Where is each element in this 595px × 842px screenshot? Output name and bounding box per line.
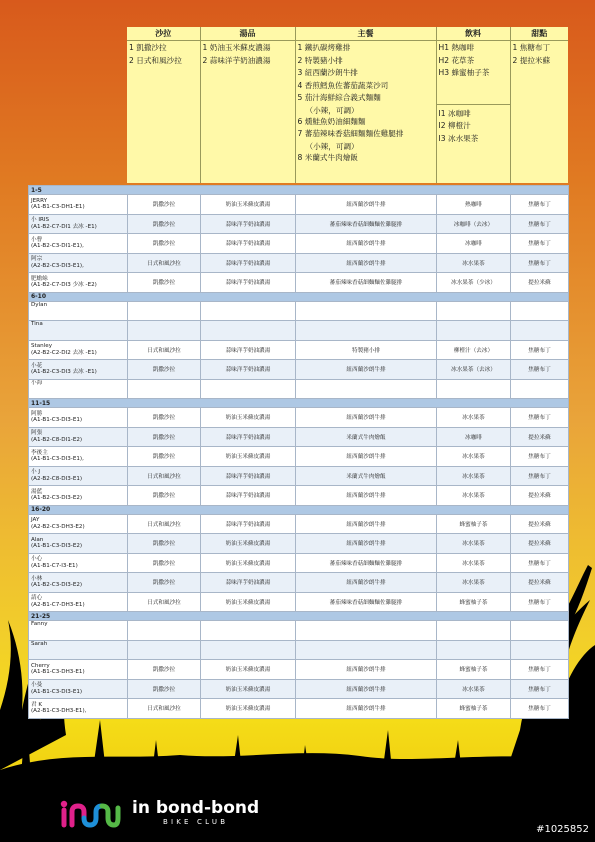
salad-cell: 日式和風沙拉 [128,514,201,534]
member-cell [29,379,128,399]
main-cell: 米蘭式牛肉燴飯 [296,466,437,486]
order-code: (A1-B1-C3-DI3-E1) [31,688,83,695]
main-cell: 蕃茄辣味香菇細麵麵佐雞腿排 [296,553,437,573]
salad-cell: 凱撒沙拉 [128,660,201,680]
menu-item: 1 鐵扒碳烤雞排 [297,43,351,52]
member-name: 小花 [31,362,43,369]
member-name: 阿宗 [31,256,43,263]
salad-cell [128,379,201,399]
member-cell [29,195,128,215]
soup-cell: 蒜味洋芋奶油濃湯 [201,214,296,234]
soup-cell: 奶油玉米蘇皮濃湯 [201,408,296,428]
order-row [29,573,569,593]
main-cell: 紐西蘭沙朗牛排 [296,195,437,215]
order-code: (A2-B1-C7-DH3-E1) [31,601,85,608]
member-cell [29,486,128,506]
group-label: 21-25 [29,612,569,621]
order-code: (A1-B2-C7-DI3 少冰 -E2) [31,282,97,289]
dessert-cell: 提拉米蘇 [511,514,569,534]
member-cell [29,699,128,719]
group-label: 16-20 [29,505,569,514]
dessert-cell: 焦糖布丁 [511,360,569,380]
soup-cell [201,379,296,399]
order-code: (A2-B1-C3-DH3-E1), [31,708,87,715]
main-cell [296,379,437,399]
member-cell [29,466,128,486]
main-cell: 紐西蘭沙朗牛排 [296,486,437,506]
order-code: (A2-B2-C2-DI2 去冰 -E1) [31,349,97,356]
dessert-cell: 焦糖布丁 [511,660,569,680]
group-header-row [29,505,569,514]
dessert-cell: 焦糖布丁 [511,466,569,486]
dessert-cell: 提拉米蘇 [511,573,569,593]
main-cell: 紐西蘭沙朗牛排 [296,534,437,554]
order-code: (A2-B2-C3-DI3-E1), [31,262,84,269]
dessert-cell [511,621,569,641]
main-cell: 紐西蘭沙朗牛排 [296,234,437,254]
orders-table [28,185,569,719]
main-cell: 紐西蘭沙朗牛排 [296,360,437,380]
salad-cell: 凱撒沙拉 [128,427,201,447]
soup-cell: 奶油玉米蘇皮濃湯 [201,679,296,699]
member-cell [29,408,128,428]
order-row [29,340,569,360]
drink-cell: 冰水果茶（少冰） [437,273,511,293]
menu-header-soup: 湯品 [200,27,295,41]
member-cell [29,214,128,234]
drink-cell: 熱咖啡 [437,195,511,215]
drink-cell: 冰水果茶 [437,408,511,428]
drink-cell: 蜂蜜柚子茶 [437,660,511,680]
order-row [29,253,569,273]
salad-cell: 日式和風沙拉 [128,699,201,719]
salad-cell: 凱撒沙拉 [128,679,201,699]
salad-cell: 凱撒沙拉 [128,573,201,593]
order-row [29,321,569,341]
member-name: 小心 [31,556,43,563]
order-code: (A1-B2-C3-DI3-E2) [31,495,83,502]
main-cell [296,640,437,660]
dessert-cell: 焦糖布丁 [511,699,569,719]
main-cell: 米蘭式牛肉燴飯 [296,427,437,447]
drink-cell: 冰水果茶 [437,253,511,273]
member-cell [29,592,128,612]
member-cell [29,573,128,593]
member-name: 小 J [31,469,41,476]
menu-item: 3 紐西蘭沙朗牛排 [297,68,358,77]
drink-cell: 冰咖啡 [437,234,511,254]
order-code: (A1-B2-C3-DI1-E1), [31,243,84,250]
order-code: (A1-B1-C3-DI3-E2) [31,543,83,550]
drink-cell: 冰水果茶 [437,486,511,506]
member-name: Dylan [31,301,48,308]
menu-item: 6 燻鮭魚奶油細麵麵 [297,116,366,126]
order-code: (A1-B1-C7-I3-E1) [31,562,78,569]
drink-cell [437,621,511,641]
menu-item-note: （小辣，可調） [305,105,359,115]
drink-cell: 冰水果茶 [437,553,511,573]
member-cell [29,553,128,573]
member-name: 小曼 [31,682,43,689]
member-cell [29,301,128,321]
brand-subtitle: BIKE CLUB [162,818,229,826]
group-header-row [29,186,569,195]
drink-cell: 蜂蜜柚子茶 [437,699,511,719]
drink-cell [437,301,511,321]
menu-item: 1 奶油玉米蘇皮濃湯 [202,43,271,52]
member-name: JAY [31,517,40,524]
member-name: Alan [31,536,44,543]
main-cell: 紐西蘭沙朗牛排 [296,253,437,273]
soup-cell: 蒜味洋芋奶油濃湯 [201,273,296,293]
salad-cell: 日式和風沙拉 [128,466,201,486]
order-code: (A2-B2-C8-DI3-E1) [31,475,83,482]
soup-cell: 蒜味洋芋奶油濃湯 [201,486,296,506]
drink-cell: 冰水果茶 [437,679,511,699]
member-name: Stanley [31,343,53,350]
soup-cell: 蒜味洋芋奶油濃湯 [201,427,296,447]
drink-cell [437,640,511,660]
order-row [29,466,569,486]
order-row [29,679,569,699]
member-name: Cherry [31,662,50,669]
member-name: 小 IRIS [31,217,50,224]
group-header-row [29,399,569,408]
soup-cell: 奶油玉米蘇皮濃湯 [201,699,296,719]
salad-cell: 日式和風沙拉 [128,340,201,360]
soup-cell: 蒜味洋芋奶油濃湯 [201,573,296,593]
main-cell: 特製豬小排 [296,340,437,360]
order-code: (A1-B2-C3-DI3-E2) [31,582,83,589]
member-cell [29,534,128,554]
order-row [29,592,569,612]
member-cell [29,447,128,467]
salad-cell: 凱撒沙拉 [128,273,201,293]
menu-item: I3 冰水果茶 [438,133,479,143]
salad-cell: 凱撒沙拉 [128,486,201,506]
salad-cell: 日式和風沙拉 [128,592,201,612]
dessert-cell: 提拉米蘇 [511,427,569,447]
drink-cell: 冰水果茶 [437,534,511,554]
order-row [29,621,569,641]
dessert-cell: 焦糖布丁 [511,553,569,573]
menu-item: H1 熱咖啡 [438,43,475,52]
order-code: (A1-B1-C3-DI3-E1), [31,456,84,463]
member-cell [29,360,128,380]
dessert-cell [511,301,569,321]
main-cell: 紐西蘭沙朗牛排 [296,660,437,680]
group-label: 11-15 [29,399,569,408]
main-cell [296,301,437,321]
dessert-cell: 焦糖布丁 [511,234,569,254]
member-name: 請心 [31,595,43,602]
member-name: 阿張 [31,430,43,437]
order-code: (A2-B2-C3-DH3-E2) [31,523,85,530]
group-label: 6-10 [29,292,569,301]
bond-bond-logo-icon [60,798,122,828]
soup-cell: 奶油玉米蘇皮濃湯 [201,592,296,612]
member-name: 小林 [31,575,43,582]
drink-cell: 冰咖啡（去冰） [437,214,511,234]
salad-cell: 凱撒沙拉 [128,553,201,573]
drink-cell [437,379,511,399]
order-code: (A1-B1-C3-DI3-E1) [31,417,83,424]
menu-col-dessert [510,41,568,184]
salad-cell: 凱撒沙拉 [128,408,201,428]
salad-cell: 凱撒沙拉 [128,234,201,254]
soup-cell: 蒜味洋芋奶油濃湯 [201,340,296,360]
salad-cell: 凱撒沙拉 [128,214,201,234]
group-header-row [29,292,569,301]
dessert-cell: 提拉米蘇 [511,534,569,554]
member-name: 小海 [31,379,43,386]
order-row [29,214,569,234]
order-row [29,447,569,467]
drink-cell: 柳橙汁（去冰） [437,340,511,360]
soup-cell: 蒜味洋芋奶油濃湯 [201,253,296,273]
member-name: 君 K [31,701,43,708]
menu-item: 1 凱撒沙拉 [129,43,167,52]
order-row [29,301,569,321]
order-row [29,408,569,428]
menu-col-soup [200,41,295,184]
member-cell [29,253,128,273]
soup-cell: 蒜味洋芋奶油濃湯 [201,360,296,380]
member-name: Sarah [31,640,48,647]
main-cell: 蕃茄辣味香菇細麵麵佐雞腿排 [296,214,437,234]
soup-cell [201,621,296,641]
order-row [29,660,569,680]
member-name: Fanny [31,621,48,627]
menu-item-note: （小辣，可調） [305,141,359,151]
menu-col-drinks [436,41,510,184]
member-name: 小曹 [31,236,43,243]
salad-cell: 凱撒沙拉 [128,360,201,380]
main-cell [296,321,437,341]
dessert-cell: 提拉米蘇 [511,486,569,506]
soup-cell: 蒜味洋芋奶油濃湯 [201,466,296,486]
main-cell: 紐西蘭沙朗牛排 [296,573,437,593]
menu-item: H3 蜂蜜柚子茶 [438,68,490,77]
order-code: (A1-B1-C3-DH3-E1) [31,669,85,676]
main-cell: 紐西蘭沙朗牛排 [296,514,437,534]
order-row [29,486,569,506]
drink-cell [437,321,511,341]
main-cell: 紐西蘭沙朗牛排 [296,408,437,428]
main-cell: 紐西蘭沙朗牛排 [296,679,437,699]
menu-item: H2 花草茶 [438,55,475,65]
dessert-cell: 焦糖布丁 [511,195,569,215]
menu-item: 2 特製豬小排 [297,55,343,65]
dessert-cell: 焦糖布丁 [511,447,569,467]
member-cell [29,621,128,641]
member-cell [29,427,128,447]
member-cell [29,321,128,341]
soup-cell: 奶油玉米蘇皮濃湯 [201,447,296,467]
order-row [29,514,569,534]
menu-item: 2 提拉米蘇 [512,55,551,65]
order-row [29,699,569,719]
menu-table [127,27,568,183]
soup-cell: 蒜味洋芋奶油濃湯 [201,234,296,254]
salad-cell [128,321,201,341]
menu-item: 2 蒜味洋芋奶油濃湯 [202,55,271,65]
menu-item: 1 焦糖布丁 [512,43,551,52]
salad-cell: 凱撒沙拉 [128,195,201,215]
dessert-cell: 焦糖布丁 [511,340,569,360]
menu-col-main [295,41,436,184]
salad-cell: 凱撒沙拉 [128,447,201,467]
menu-header-main: 主餐 [295,27,436,41]
dessert-cell: 焦糖布丁 [511,408,569,428]
soup-cell: 奶油玉米蘇皮濃湯 [201,195,296,215]
salad-cell: 凱撒沙拉 [128,534,201,554]
order-row [29,234,569,254]
drink-cell: 冰水果茶（去冰） [437,360,511,380]
soup-cell: 奶油玉米蘇皮濃湯 [201,534,296,554]
order-row [29,379,569,399]
drink-cell: 冰水果茶 [437,466,511,486]
menu-header-salad: 沙拉 [127,27,200,41]
member-name: JERRY [31,197,48,204]
menu-item: I1 冰咖啡 [438,108,471,118]
order-row [29,553,569,573]
dessert-cell: 焦糖布丁 [511,592,569,612]
member-cell [29,640,128,660]
group-label: 1-5 [29,186,569,195]
group-header-row [29,612,569,621]
menu-header-drinks: 飲料 [436,27,510,41]
order-code: (A1-B2-C3-DI3 去冰 -E1) [31,369,97,376]
soup-cell: 奶油玉米蘇皮濃湯 [201,660,296,680]
member-cell [29,340,128,360]
member-name: Tina [31,321,43,327]
order-code: (A1-B1-C3-DH1-E1) [31,204,85,211]
menu-item: I2 柳橙汁 [438,121,471,130]
order-row [29,273,569,293]
salad-cell [128,621,201,641]
salad-cell [128,301,201,321]
menu-header-dessert: 甜點 [510,27,568,41]
dessert-cell: 焦糖布丁 [511,253,569,273]
member-name: 阿勝 [31,410,43,417]
soup-cell: 奶油玉米蘇皮濃湯 [201,553,296,573]
order-row [29,427,569,447]
menu-item: 7 蕃茄辣味香菇細麵麵佐雞腿排 [297,129,404,138]
soup-cell [201,301,296,321]
main-cell [296,621,437,641]
member-name: 李後主 [31,449,48,456]
club-logo [60,798,259,828]
brand-name: in bond-bond [132,798,260,818]
drink-cell: 冰水果茶 [437,573,511,593]
order-code: (A1-B2-C7-DI1 去冰 -E1) [31,223,97,230]
order-row [29,360,569,380]
menu-item: 8 米蘭式牛肉燴飯 [297,152,358,162]
dessert-cell [511,321,569,341]
member-cell [29,234,128,254]
main-cell: 紐西蘭沙朗牛排 [296,447,437,467]
order-row [29,195,569,215]
soup-cell: 蒜味洋芋奶油濃湯 [201,514,296,534]
main-cell: 蕃茄辣味香菇細麵麵佐雞腿排 [296,273,437,293]
dessert-cell [511,379,569,399]
menu-col-salad [127,41,200,184]
soup-cell [201,321,296,341]
menu-item: 5 茄汁海鮮綜合義式麵麵 [297,93,381,102]
main-cell: 蕃茄辣味香菇細麵麵佐雞腿排 [296,592,437,612]
drink-cell: 蜂蜜柚子茶 [437,514,511,534]
dessert-cell: 焦糖布丁 [511,679,569,699]
menu-item: 4 香煎鱈魚佐蕃茄蔬菜沙司 [297,80,389,90]
soup-cell [201,640,296,660]
member-cell [29,660,128,680]
member-cell [29,679,128,699]
member-cell [29,514,128,534]
order-row [29,534,569,554]
main-cell: 紐西蘭沙朗牛排 [296,699,437,719]
drink-cell: 冰咖啡 [437,427,511,447]
menu-item: 2 日式和風沙拉 [129,55,182,65]
member-name: 湯藍 [31,488,43,495]
salad-cell [128,640,201,660]
member-name: 肥蟾蜍 [31,275,48,282]
dessert-cell [511,640,569,660]
order-row [29,640,569,660]
drink-cell: 蜂蜜柚子茶 [437,592,511,612]
drink-cell: 冰水果茶 [437,447,511,467]
dessert-cell: 提拉米蘇 [511,273,569,293]
salad-cell: 日式和風沙拉 [128,253,201,273]
dessert-cell: 焦糖布丁 [511,214,569,234]
order-code: (A1-B2-C8-DI1-E2) [31,436,83,443]
member-cell [29,273,128,293]
photo-id: #1025852 [536,824,589,835]
